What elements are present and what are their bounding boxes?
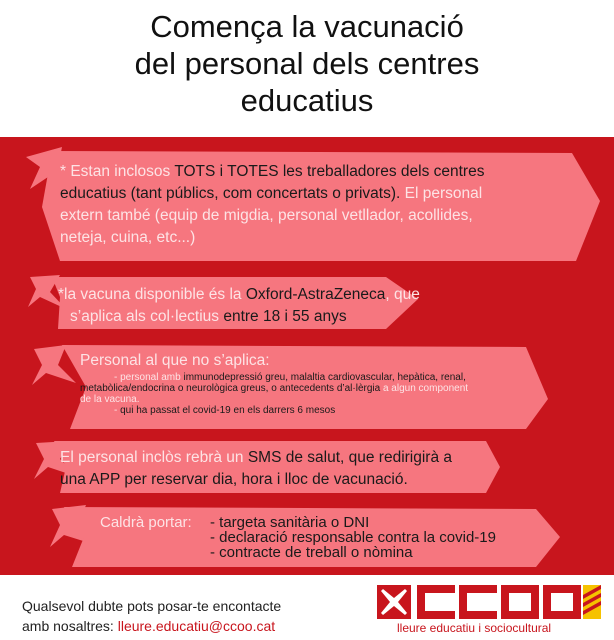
box5-item-2: - declaració responsable contra la covid-19 <box>210 529 496 546</box>
box1-line-4: neteja, cuina, etc...) <box>60 229 196 246</box>
box3-items <box>80 372 468 416</box>
box4-line-1: El personal inclòs rebrà un SMS de salut, que redirigirà a <box>60 449 453 466</box>
box3-item-1-line-3: de la vacuna. <box>80 394 140 405</box>
box5-item-1: - targeta sanitària o DNI <box>210 514 370 531</box>
catalan-flag-icon <box>583 585 601 619</box>
box2-line-1: *la vacuna disponible és la Oxford-AstraZeneca, que <box>58 286 420 303</box>
info-box-2 <box>58 284 420 328</box>
info-box-4 <box>60 447 452 491</box>
contact-info <box>22 596 281 636</box>
contact-line-1: Qualsevol dubte pots posar-te encontacte <box>22 598 282 614</box>
email-link[interactable]: lleure.educatiu@ccoo.cat <box>117 618 276 634</box>
logo-caption: lleure educatiu i sociocultural <box>397 621 552 635</box>
info-box-1 <box>60 161 484 249</box>
box1-line-1: * Estan inclosos TOTS i TOTES les treballadores dels centres <box>60 163 485 180</box>
title-line-1: Comença la vacunació <box>150 9 464 44</box>
box1-line-3: extern també (equip de migdia, personal vetllador, acollides, <box>60 207 473 224</box>
box5-label: Caldrà portar: <box>100 514 192 531</box>
box2-line-2: s’aplica als col·lectius entre 18 i 55 anys <box>70 308 347 325</box>
box3-item-1-line-1: - personal amb immunodepressió greu, malaltia cardiovascular, hepàtica, renal, <box>114 372 466 383</box>
box4-line-2: una APP per reservar dia, hora i lloc de vacunació. <box>60 471 408 488</box>
box1-line-2: educatius (tant públics, com concertats o privats). El personal <box>60 185 483 202</box>
ccoo-mark-icon <box>377 585 411 619</box>
box3-item-2: - qui ha passat el covid-19 en els darrers 6 mesos <box>114 405 336 416</box>
title-line-3: educatius <box>240 83 374 118</box>
box3-heading: Personal al que no s’aplica: <box>80 352 270 369</box>
box3-item-1-line-2: metabòlica/endocrina o neurològica greus, o antecedents d’al·lèrgia a algun component <box>80 383 469 394</box>
box5-item-3: - contracte de treball o nòmina <box>210 544 413 561</box>
info-box-3 <box>80 350 468 416</box>
contact-line-2: amb nosaltres: lleure.educatiu@ccoo.cat <box>22 618 276 634</box>
page-title <box>0 8 614 119</box>
title-line-2: del personal dels centres <box>134 46 480 81</box>
